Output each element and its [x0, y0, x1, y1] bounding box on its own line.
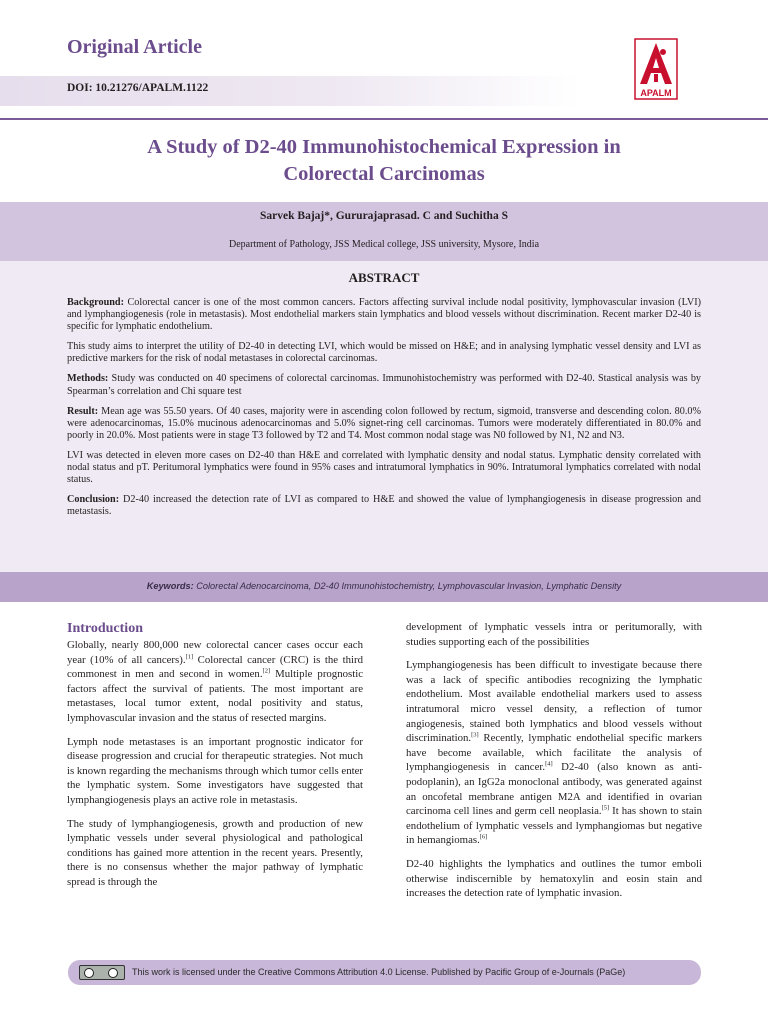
abstract-aim: This study aims to interpret the utility of D2-40 in detecting LVI, which would be missed on H&E; and in analysing lymphatic vessel density and LVI as predictive markers for the risk of nodal metastases in colorectal carcinomas. — [67, 341, 701, 365]
citation-2[interactable]: [2] — [262, 667, 271, 675]
logo-label: APALM — [640, 88, 672, 98]
intro-paragraph-2: Lymph node metastases is an important prognostic indicator for disease progression and crucial for therapeutic strategies. Not much is known regarding the mechanisms through which tumor cells enter the lymphatic system. Some investigators have suggested that lymphangiogenesis plays an active role in metastasis. — [67, 735, 363, 806]
abstract-heading: ABSTRACT — [348, 270, 420, 285]
cc-by-icon — [108, 968, 118, 978]
intro-paragraph-4 — [406, 658, 702, 848]
abstract-body — [67, 297, 701, 526]
introduction-heading: Introduction — [67, 621, 143, 636]
intro-paragraph-3: The study of lymphangiogenesis, growth and production of new lymphatic vessels under several physiological and pathological conditions has gained more attention in the recent years. Presently, there is no consensus whether the major pathway of lymphatic spread is through the — [67, 817, 363, 888]
intro-p1-text-c: Multiple prognostic factors affect the survival of patients. The most important are metastases, local tumor extent, nodal positivity and status, lymphovascular invasion and the status of resected margins. — [67, 668, 363, 724]
header-divider — [0, 118, 768, 120]
abstract-lvi: LVI was detected in eleven more cases on D2-40 than H&E and correlated with lymphatic density and nodal status. Lymphatic density correlated with nodal status and pT. Peritumoral lymphatics were found in 95% cases and intratumoral lymphatics in 90%. Intratumoral lymphatics correlated with nodal status. — [67, 449, 701, 486]
intro-p4-text-a: Lymphangiogenesis has been difficult to investigate because there was a lack of specific antibodies recognizing the lymphatic endothelium. Most available endothelial markers used to assess intratumoral micro vessel density, a reflection of tumor angiogenesis, stained both lymphatics and blood vessels without discrimination. — [406, 659, 702, 745]
result-label: Result: — [67, 405, 99, 417]
methods-text: Study was conducted on 40 specimens of colorectal carcinomas. Immunohistochemistry was performed with D2-40. Stastical analysis was by Spearman’s correlation and Chi square test — [67, 373, 702, 397]
abstract-conclusion — [67, 494, 701, 518]
conclusion-label: Conclusion: — [67, 494, 120, 506]
keywords-text: Colorectal Adenocarcinoma, D2-40 Immunohistochemistry, Lymphovascular Invasion, Lymphatic Density — [196, 581, 622, 591]
intro-p1-text-b: Colorectal cancer (CRC) is the third commonest in men and second in women. — [67, 653, 363, 681]
citation-3[interactable]: [3] — [471, 731, 479, 739]
abstract-methods — [67, 373, 701, 397]
methods-label: Methods: — [67, 373, 109, 385]
citation-6[interactable]: [6] — [479, 833, 488, 841]
intro-paragraph-1 — [67, 638, 363, 726]
license-text: This work is licensed under the Creative Commons Attribution 4.0 License. Published by Pacific Group of e-Journals (PaGe) — [132, 967, 626, 977]
cc-logo-icon — [84, 968, 94, 978]
intro-paragraph-3-continued: development of lymphatic vessels intra or peritumorally, with studies supporting each of the possibilities — [406, 621, 702, 648]
affiliation: Department of Pathology, JSS Medical college, JSS university, Mysore, India — [228, 239, 540, 250]
abstract-background — [67, 297, 701, 333]
body-column-right — [406, 620, 702, 910]
intro-p4-text-c: D2-40 (also known as anti-podoplanin), an IgG2a monoclonal antibody, was generated against an oncofetal membrane antigen M2A and identified in ovarian carcinoma cell lines and germ cell neoplasia. — [406, 761, 702, 818]
intro-paragraph-5: D2-40 highlights the lymphatics and outlines the tumor emboli otherwise indiscernible by hematoxylin and eosin stain and increases the detection rate of lymphatic invasion. — [406, 857, 702, 900]
body-column-left — [67, 620, 363, 899]
keywords — [0, 581, 768, 591]
citation-1[interactable]: [1] — [185, 653, 194, 660]
result-text: Mean age was 55.50 years. Of 40 cases, majority were in ascending colon followed by rectum, sigmoid, transverse and descending colon. 80.0% were adenocarcinomas, 15.0% mucinous adenocarcinomas and 5.0% signet-ring cell carcinomas. Tumors were moderately differentiated in 80.0% and poorly in 20.0%. Most patients were in stage T3 followed by T2 and T4. Most common nodal stage was N0 followed by N1, N2 and N3. — [67, 405, 701, 441]
title-line-2: Colorectal Carcinomas — [283, 163, 485, 185]
intro-p4-text-b: Recently, lymphatic endothelial specific markers have become available, which facilitate the analysis of lymphangiogenesis in cancer. — [406, 732, 702, 774]
keywords-label: Keywords: — [146, 581, 194, 591]
background-text: Colorectal cancer is one of the most common cancers. Factors affecting survival include nodal positivity, lymphovascular invasion (LVI) and lymphangiogenesis (role in metastasis). Most endothelial markers stain lymphatics and blood vessels without discrimination. Recent marker D2-40 is specific for lymphatic endothelium. — [67, 297, 702, 333]
creative-commons-icon[interactable] — [79, 965, 125, 980]
background-label: Background: — [67, 297, 124, 308]
authors: Sarvek Bajaj*, Gururajaprasad. C and Suchitha S — [260, 210, 508, 222]
title-line-1: A Study of D2-40 Immunohistochemical Expression in — [147, 136, 621, 158]
doi-text: DOI: 10.21276/APALM.1122 — [67, 82, 209, 94]
article-title — [84, 134, 684, 188]
article-type-heading: Original Article — [67, 36, 202, 58]
citation-5[interactable]: [5] — [601, 804, 610, 812]
intro-p4-text-d: It has shown to stain endothelium of lymphatic vessels and lymphangiomas but negative in hemangiomas. — [406, 805, 703, 847]
conclusion-text: D2-40 increased the detection rate of LVI as compared to H&E and showed the value of lymphangiogenesis in disease progression and metastasis. — [67, 494, 701, 518]
citation-4[interactable]: [4] — [545, 760, 553, 768]
abstract-result — [67, 406, 701, 442]
intro-p1-text-a: Globally, nearly 800,000 new colorectal cancer cases occur each year (10% of all cancers). — [67, 639, 363, 666]
